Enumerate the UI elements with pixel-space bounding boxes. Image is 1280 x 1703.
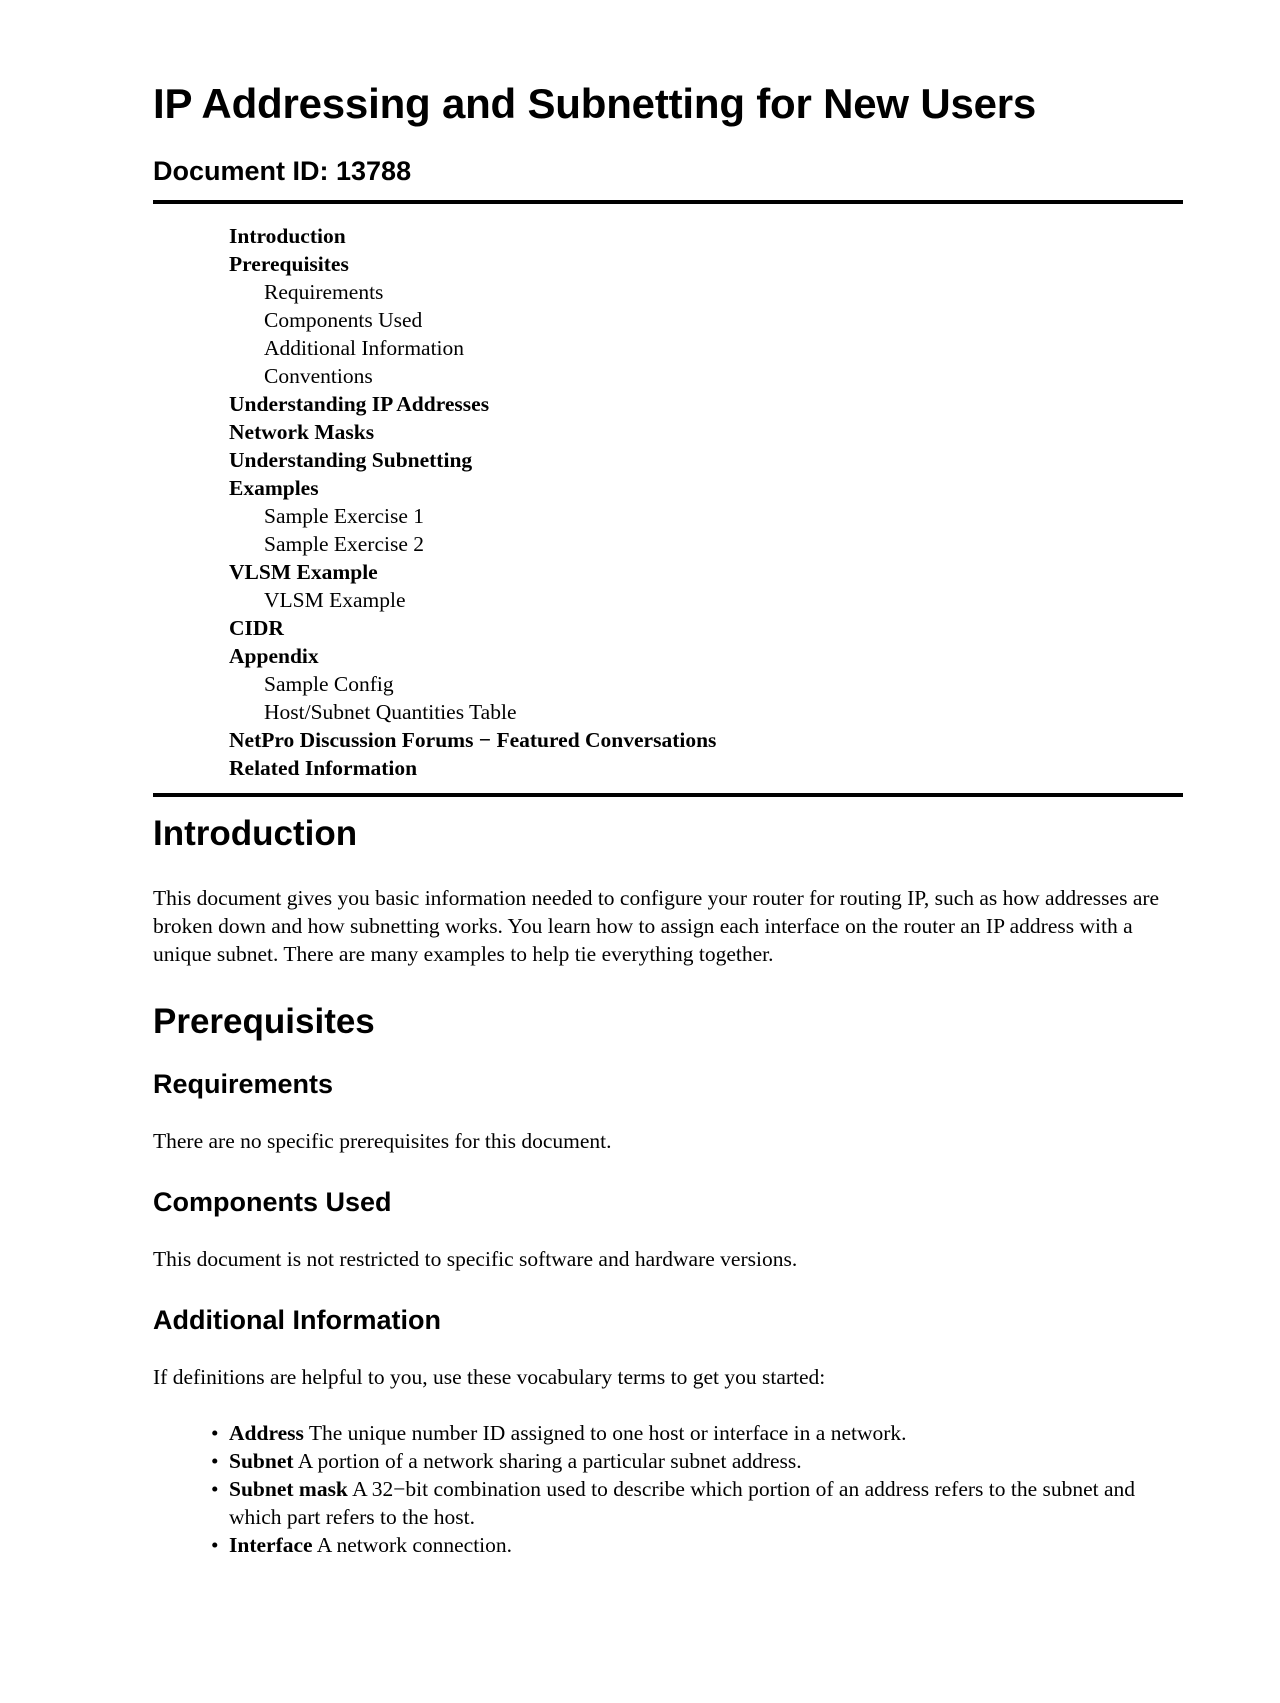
toc-item-netpro-discussion-forums[interactable]: NetPro Discussion Forums − Featured Conversations: [229, 728, 717, 752]
toc-item-understanding-ip-addresses[interactable]: Understanding IP Addresses: [229, 392, 490, 416]
toc-item-vlsm-example-sub[interactable]: VLSM Example: [264, 588, 406, 612]
table-of-contents: [153, 222, 1183, 782]
toc-item-prerequisites[interactable]: Prerequisites: [229, 252, 349, 276]
toc-item-related-information[interactable]: Related Information: [229, 756, 418, 780]
toc-item-examples[interactable]: Examples: [229, 476, 319, 500]
document-title: IP Addressing and Subnetting for New Users: [153, 80, 1037, 127]
bottom-divider: [153, 793, 1183, 797]
list-item: [211, 1475, 1183, 1531]
toc-item-introduction[interactable]: Introduction: [229, 224, 346, 248]
toc-item-components-used[interactable]: Components Used: [264, 308, 423, 332]
vocab-definition: A 32−bit combination used to describe which portion of an address refers to the subnet and which part refers to the host.: [229, 1477, 1136, 1529]
list-item: [211, 1419, 1183, 1447]
toc-item-requirements[interactable]: Requirements: [264, 280, 384, 304]
components-used-body: This document is not restricted to specific software and hardware versions.: [153, 1247, 798, 1271]
introduction-body: This document gives you basic information needed to configure your router for routing IP, such as how addresses are broken down and how subnetting works. You learn how to assign each interface on the router an IP address with a unique subnet. There are many examples to help tie everything together.: [153, 886, 1160, 966]
toc-item-vlsm-example[interactable]: VLSM Example: [229, 560, 378, 584]
toc-item-cidr[interactable]: CIDR: [229, 616, 284, 640]
vocab-definition: A network connection.: [316, 1533, 513, 1557]
toc-item-host-subnet-quantities-table[interactable]: Host/Subnet Quantities Table: [264, 700, 517, 724]
toc-item-understanding-subnetting[interactable]: Understanding Subnetting: [229, 448, 473, 472]
additional-information-body: If definitions are helpful to you, use these vocabulary terms to get you started:: [153, 1365, 826, 1389]
requirements-body: There are no specific prerequisites for this document.: [153, 1129, 612, 1153]
components-used-heading: Components Used: [153, 1187, 392, 1217]
list-item: [211, 1531, 1183, 1559]
bullet-icon: •: [211, 1421, 219, 1445]
bullet-icon: •: [211, 1477, 219, 1501]
additional-information-heading: Additional Information: [153, 1305, 441, 1335]
document-page: [153, 78, 1183, 1559]
vocab-definition: A portion of a network sharing a particular subnet address.: [297, 1449, 802, 1473]
vocab-term: Subnet: [229, 1449, 294, 1473]
vocabulary-list: [153, 1419, 1183, 1559]
toc-item-sample-exercise-1[interactable]: Sample Exercise 1: [264, 504, 425, 528]
toc-item-appendix[interactable]: Appendix: [229, 644, 319, 668]
requirements-heading: Requirements: [153, 1069, 334, 1099]
toc-item-network-masks[interactable]: Network Masks: [229, 420, 375, 444]
vocab-term: Interface: [229, 1533, 313, 1557]
vocab-term: Subnet mask: [229, 1477, 348, 1501]
toc-item-conventions[interactable]: Conventions: [264, 364, 373, 388]
toc-item-additional-information[interactable]: Additional Information: [264, 336, 465, 360]
prerequisites-heading: Prerequisites: [153, 1002, 375, 1041]
introduction-heading: Introduction: [153, 814, 358, 853]
document-id: Document ID: 13788: [153, 156, 412, 186]
vocab-definition: The unique number ID assigned to one host or interface in a network.: [308, 1421, 907, 1445]
list-item: [211, 1447, 1183, 1475]
top-divider: [153, 200, 1183, 204]
toc-item-sample-config[interactable]: Sample Config: [264, 672, 394, 696]
bullet-icon: •: [211, 1449, 219, 1473]
bullet-icon: •: [211, 1533, 219, 1557]
toc-item-sample-exercise-2[interactable]: Sample Exercise 2: [264, 532, 425, 556]
vocab-term: Address: [229, 1421, 304, 1445]
